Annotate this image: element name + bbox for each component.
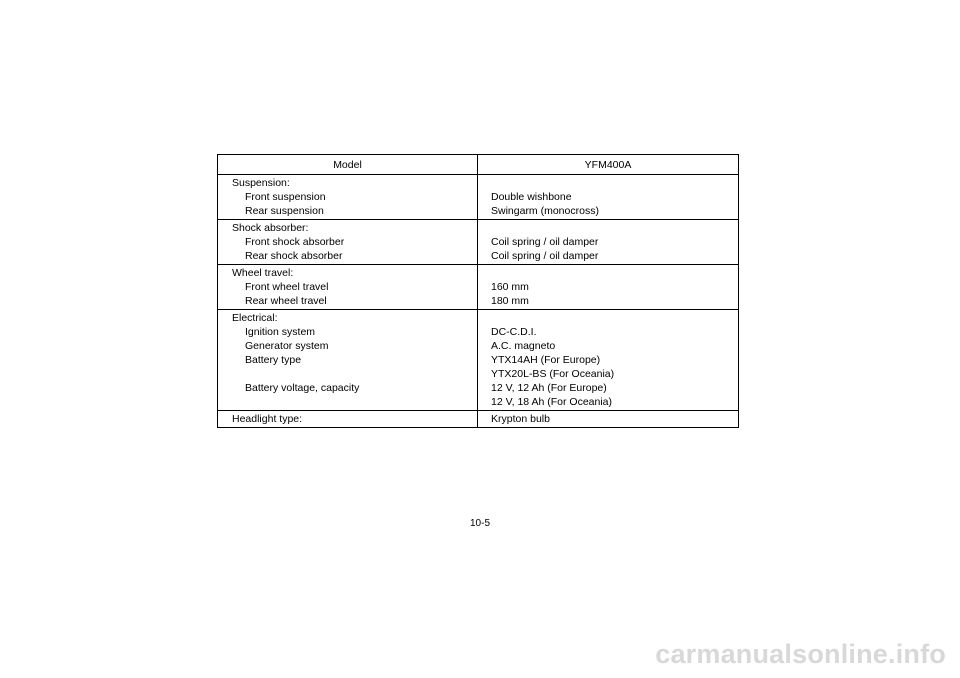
spec-value-cell	[478, 265, 739, 310]
spec-value: YTX20L-BS (For Oceania)	[491, 368, 615, 380]
spec-label-cell	[218, 310, 478, 411]
spec-label: Front wheel travel	[245, 281, 329, 293]
spec-value	[478, 221, 738, 235]
section-heading: Shock absorber:	[232, 222, 309, 234]
spec-value: Double wishbone	[491, 191, 572, 203]
spec-label: Rear suspension	[245, 205, 324, 217]
section-heading: Suspension:	[232, 177, 290, 189]
section-electrical	[218, 310, 739, 411]
spec-label: Battery voltage, capacity	[245, 382, 360, 394]
watermark-text: carmanualsonline.info	[655, 639, 946, 669]
spec-value: DC-C.D.I.	[491, 326, 537, 338]
spec-label: Rear wheel travel	[245, 295, 327, 307]
section-suspension	[218, 175, 739, 220]
header-model: Model	[218, 155, 478, 175]
spec-value: 12 V, 12 Ah (For Europe)	[491, 382, 607, 394]
spec-label: Front suspension	[245, 191, 326, 203]
header-row	[218, 155, 739, 175]
spec-value: Swingarm (monocross)	[491, 205, 599, 217]
table-row	[218, 175, 739, 220]
spec-label: Front shock absorber	[245, 236, 345, 248]
section-shock-absorber	[218, 220, 739, 265]
section-heading: Electrical:	[232, 312, 278, 324]
spec-value	[478, 266, 738, 280]
spec-label-cell	[218, 175, 478, 220]
spec-value: Krypton bulb	[491, 413, 550, 425]
spec-value: YTX14AH (For Europe)	[491, 354, 601, 366]
section-headlight	[218, 411, 739, 428]
spec-value: Coil spring / oil damper	[491, 250, 599, 262]
spec-label-cell	[218, 220, 478, 265]
spec-label-cell	[218, 265, 478, 310]
spec-value-cell	[478, 220, 739, 265]
table-row	[218, 220, 739, 265]
spec-value: 180 mm	[491, 295, 529, 307]
spec-label-cell	[218, 411, 478, 428]
spec-value: 160 mm	[491, 281, 529, 293]
spec-label: Battery type	[245, 354, 302, 366]
page-number: 10-5	[469, 518, 490, 529]
spec-label: Rear shock absorber	[245, 250, 343, 262]
table-row	[218, 310, 739, 411]
spec-label	[218, 367, 477, 381]
section-heading: Wheel travel:	[232, 267, 294, 279]
spec-label	[218, 395, 477, 409]
spec-value	[478, 176, 738, 190]
section-heading: Headlight type:	[232, 413, 303, 425]
spec-value: A.C. magneto	[491, 340, 556, 352]
spec-label: Ignition system	[245, 326, 316, 338]
spec-value: Coil spring / oil damper	[491, 236, 599, 248]
header-model-value: YFM400A	[478, 155, 739, 175]
table-row	[218, 411, 739, 428]
spec-value: 12 V, 18 Ah (For Oceania)	[491, 396, 613, 408]
table-row	[218, 265, 739, 310]
spec-table	[217, 154, 739, 428]
spec-value-cell	[478, 411, 739, 428]
spec-label: Generator system	[245, 340, 329, 352]
spec-value-cell	[478, 175, 739, 220]
spec-value-cell	[478, 310, 739, 411]
section-wheel-travel	[218, 265, 739, 310]
spec-value	[478, 311, 738, 325]
